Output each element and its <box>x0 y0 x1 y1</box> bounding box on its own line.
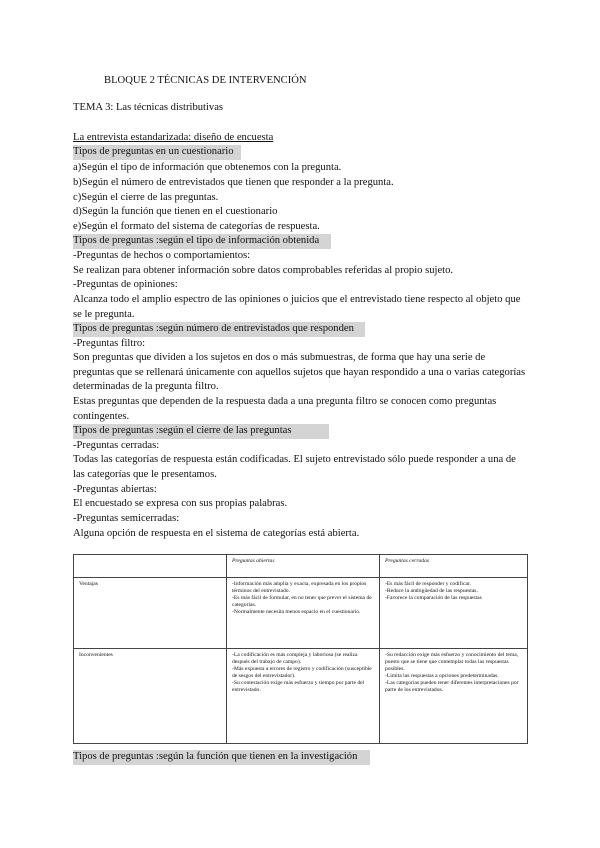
filter-label: -Preguntas filtro: <box>73 338 146 349</box>
table-cell <box>227 578 380 649</box>
heading-types: Tipos de preguntas en un cuestionario <box>73 145 241 160</box>
block-title: BLOQUE 2 TÉCNICAS DE INTERVENCIÓN <box>104 75 307 86</box>
closed-label: -Preguntas cerradas: <box>73 440 160 451</box>
table-header-cell: Preguntas abiertas <box>227 555 380 578</box>
table-header-row <box>74 555 528 578</box>
cell-item: -Normalmente necesita menos espacio en el cuestionario. <box>232 609 361 615</box>
type-item-a: a)Según el tipo de información que obtenemos con la pregunta. <box>73 162 342 173</box>
cell-item: -Es más fácil de formular, en no tener que prever el sistema de categorías. <box>232 595 372 608</box>
type-item-d: d)Según la función que tienen en el cuestionario <box>73 206 278 217</box>
open-text: El encuestado se expresa con sus propias palabras. <box>73 498 288 509</box>
cell-item: -Su redacción exige más esfuerzo y conocimiento del tema, puesto que se tiene que contemplar todas las respuestas posibles. <box>385 652 519 672</box>
cell-item: -Favorece la comparación de las respuestas <box>385 595 482 601</box>
closed-paragraph: Todas las categorías de respuesta están codificadas. El sujeto entrevistado sólo puede responder a una de las categorías que le presentamos. <box>73 454 516 480</box>
cell-item: -Reduce la ambigüedad de las respuestas. <box>385 588 478 594</box>
type-item-b: b)Según el número de entrevistados que tienen que responder a la pregunta. <box>73 177 394 188</box>
heading-function: Tipos de preguntas :según la función que tienen en la investigación <box>73 750 370 765</box>
comparison-table <box>73 554 528 744</box>
row-label-cell: Ventajas <box>74 578 227 649</box>
table-row <box>74 578 528 649</box>
section-title: La entrevista estandarizada: diseño de encuesta <box>73 132 274 143</box>
info-line-opinions: -Preguntas de opiniones: <box>73 279 178 290</box>
table-row <box>74 649 528 744</box>
type-item-c: c)Según el cierre de las preguntas. <box>73 192 219 203</box>
heading-info: Tipos de preguntas :según el tipo de información obtenida <box>73 234 331 249</box>
table-cell <box>380 649 528 744</box>
filter-paragraph: Son preguntas que dividen a los sujetos en dos o más submuestras, de forma que hay una serie de preguntas que se rellenará únicamente con aquellos sujetos que hayan respondido a una o varias categorías determinadas de la pregunta filtro. <box>73 352 526 392</box>
topic-title: TEMA 3: Las técnicas distributivas <box>73 102 224 113</box>
table-header-cell <box>74 555 227 578</box>
table-cell <box>380 578 528 649</box>
info-line-facts: -Preguntas de hechos o comportamientos: <box>73 250 251 261</box>
type-item-e: e)Según el formato del sistema de categorías de respuesta. <box>73 221 320 232</box>
table-cell <box>227 649 380 744</box>
row-label-cell: Inconvenientes <box>74 649 227 744</box>
cell-item: -Las categorías pueden tener diferentes interpretaciones por parte de los entrevistados. <box>385 680 519 693</box>
contingent-paragraph: Estas preguntas que dependen de la respuesta dada a una pregunta filtro se conocen como preguntas contingentes. <box>73 396 497 422</box>
cell-item: -Más expuesta a errores de registro y codificación (susceptible de sesgos del entrevistador). <box>232 666 372 679</box>
info-paragraph: Alcanza todo el amplio espectro de las opiniones o juicios que el entrevistado tiene respecto al objeto que se le pregunta. <box>73 294 521 320</box>
cell-item: -La codificación es más compleja y laboriosa (se realiza después del trabajo de campo). <box>232 652 358 665</box>
open-label: -Preguntas abiertas: <box>73 484 157 495</box>
table-header-cell: Preguntas cerradas <box>380 555 528 578</box>
semi-label: -Preguntas semicerradas: <box>73 513 180 524</box>
heading-number: Tipos de preguntas :según número de entrevistados que responden <box>73 322 365 337</box>
cell-item: -Información más amplia y exacta, expresada en los propios términos del entrevistado. <box>232 581 367 594</box>
cell-item: -Su contestación exige más esfuerzo y tiempo por parte del entrevistado. <box>232 680 365 693</box>
semi-text: Alguna opción de respuesta en el sistema de categorías está abierta. <box>73 528 360 539</box>
info-line-facts-desc: Se realizan para obtener información sobre datos comprobables referidas al propio sujeto. <box>73 265 454 276</box>
cell-item: -Limita las respuestas a opciones predeterminadas. <box>385 673 499 679</box>
heading-closure: Tipos de preguntas :según el cierre de las preguntas <box>73 424 329 439</box>
cell-item: -Es más fácil de responder y codificar. <box>385 581 471 587</box>
